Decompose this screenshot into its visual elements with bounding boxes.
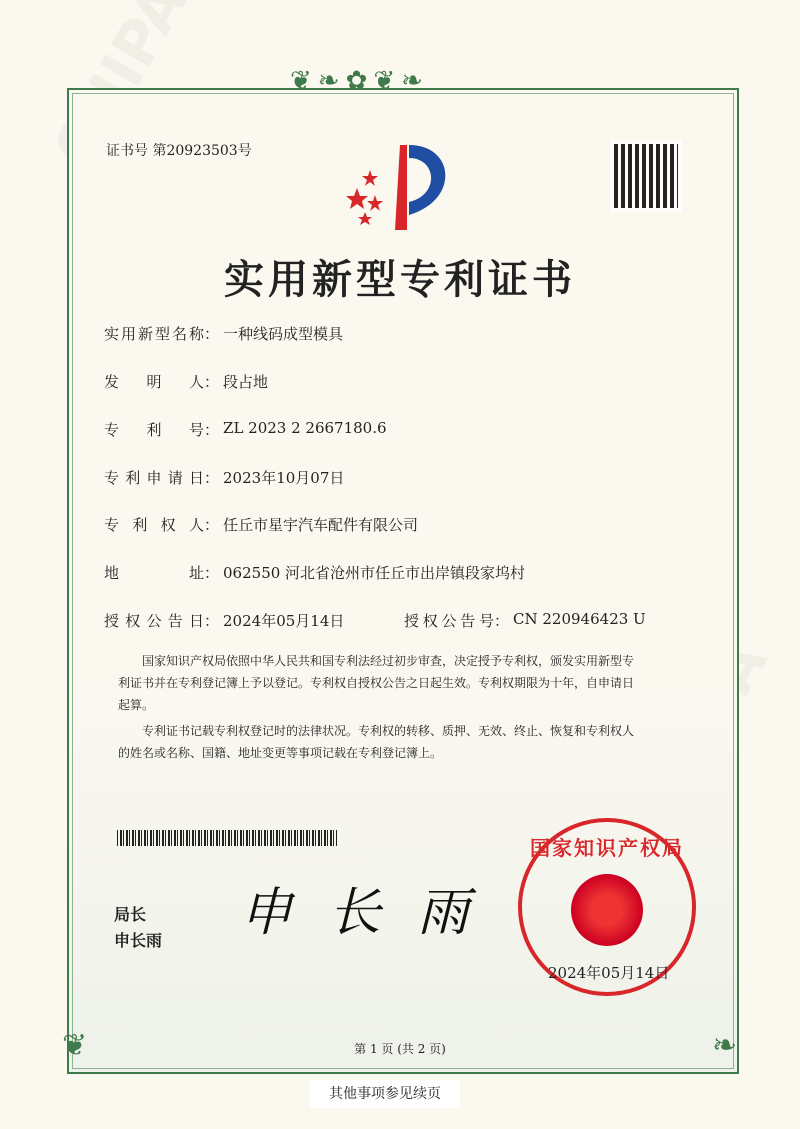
national-emblem-icon	[571, 874, 643, 946]
field-filing-date: 专利申请日 ： 2023年10月07日	[104, 469, 345, 487]
ornament-corner-icon: ❦	[62, 1028, 88, 1063]
qr-code	[610, 140, 682, 212]
field-inventor: 发明人 ： 段占地	[104, 373, 269, 391]
barcode	[117, 830, 337, 846]
page-title: 实用新型专利证书	[224, 256, 576, 303]
ornament-top-icon: ❦❧✿❦❧	[290, 66, 429, 96]
field-publication-no: 授权公告号 ： CN 220946423 U	[404, 610, 646, 630]
director-signature: 申 长 雨	[240, 883, 480, 943]
ornament-corner-icon: ❧	[712, 1028, 738, 1063]
field-address: 地址 ： 062550 河北省沧州市任丘市出岸镇段家坞村	[104, 564, 526, 582]
seal-text: 国家知识产权局	[530, 836, 684, 860]
seal-date: 2024年05月14日	[548, 964, 670, 982]
cnipa-logo-icon	[345, 140, 465, 235]
director-block: 局长 申长雨	[114, 905, 163, 950]
certificate-number: 证书号 第20923503号	[106, 143, 252, 159]
legal-text: 国家知识产权局依照中华人民共和国专利法经过初步审查，决定授予专利权，颁发实用新型专利证书并在专利登记簿上予以登记。专利权自授权公告之日起生效。专利权期限为十年，自申请日起算。 专利证书记载专利权登记时的法律状况。专利权的转移、质押、无效、终止、恢复和专利权人的姓名或名称、国籍、地址变更等事项记载在专利登记簿上。	[118, 654, 635, 760]
field-utility-name: 实用新型名称 ： 一种线码成型模具	[104, 325, 344, 343]
field-grant-date: 授权公告日 ： 2024年05月14日	[104, 612, 345, 630]
field-patentee: 专利权人 ： 任丘市星宇汽车配件有限公司	[104, 516, 419, 534]
page-indicator: 第 1 页 (共 2 页)	[354, 1042, 446, 1056]
field-patent-no: 专利号 ： ZL 2023 2 2667180.6	[104, 419, 387, 439]
continuation-note: 其他事项参见续页	[310, 1080, 460, 1108]
